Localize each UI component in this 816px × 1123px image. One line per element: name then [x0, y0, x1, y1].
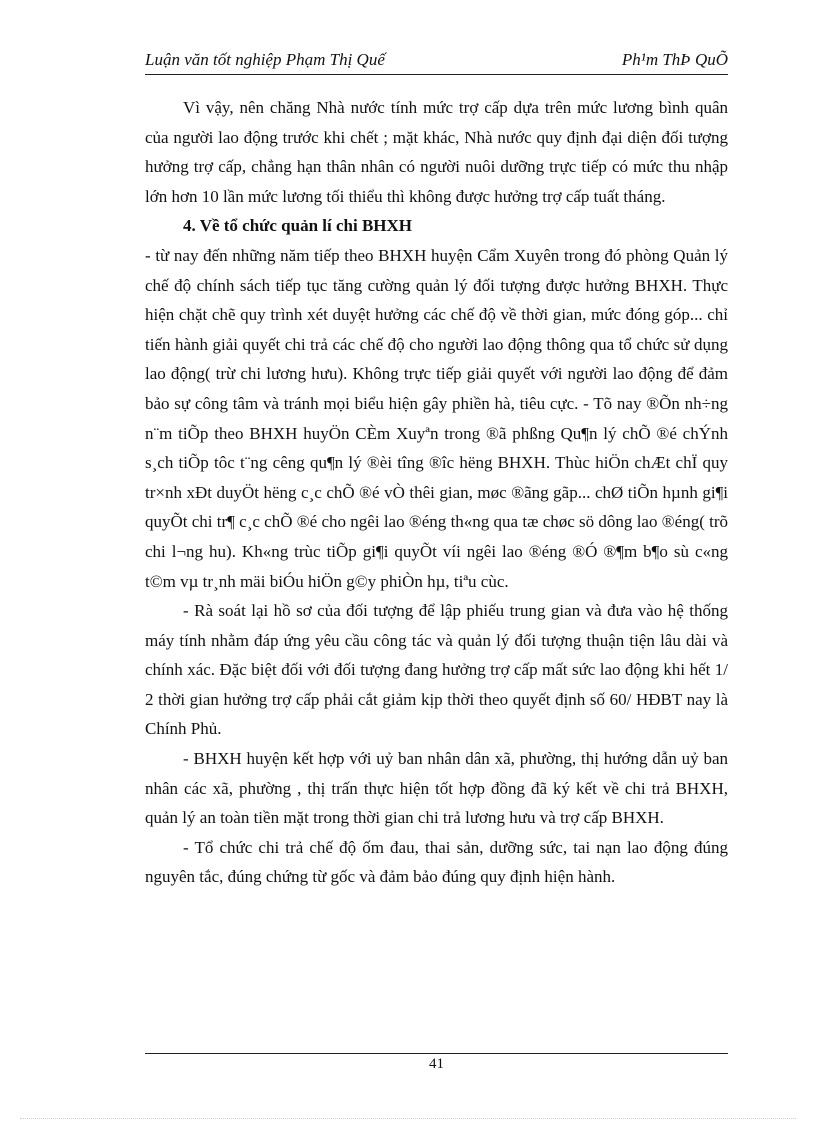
page-number: 41 [429, 1056, 444, 1072]
footer-rule [145, 1053, 728, 1054]
section-heading: 4. Về tổ chức quản lí chi BHXH [183, 216, 413, 236]
paragraph: - Tổ chức chi trả chế độ ốm đau, thai sản, dưỡng sức, tai nạn lao động đúng nguyên tắc, đúng chứng từ gốc và đảm bảo đúng quy định hiện hành. [145, 837, 728, 887]
header-author: Ph¹m ThÞ QuÕ [621, 50, 728, 69]
header-title: Luận văn tốt nghiệp Phạm Thị Quế [145, 50, 385, 69]
page-bottom-divider [20, 1118, 796, 1119]
paragraph: Vì vậy, nên chăng Nhà nước tính mức trợ cấp dựa trên mức lương bình quân của người lao động trước khi chết ; mặt khác, Nhà nước quy định đại diện đối tượng hưởng trợ cấp, chẳng hạn thân nhân có người nuôi dưỡng trực tiếp có mức thu nhập lớn hơn 10 lần mức lương tối thiểu thì không được hưởng trợ cấp tuất tháng. [145, 98, 728, 206]
document-body [145, 93, 728, 892]
paragraph: - Rà soát lại hồ sơ của đối tượng để lập phiếu trung gian và đưa vào hệ thống máy tính nhằm đáp ứng yêu cầu công tác và quản lý đối tượng thuận tiện lâu dài và chính xác. Đặc biệt đối với đối tượng đang hưởng trợ cấp mất sức lao động khi hết 1/ 2 thời gian hưởng trợ cấp phải cắt giảm kịp thời theo quyết định số 60/ HĐBT nay là Chính Phủ. [145, 601, 728, 739]
paragraph: - từ nay đến những năm tiếp theo BHXH huyện Cẩm Xuyên trong đó phòng Quản lý chế độ chính sách tiếp tục tăng cường quản lý đối tượng được hưởng BHXH. Thực hiện chặt chẽ quy trình xét duyệt hưởng các chế độ về thời gian, mức đóng góp... chỉ tiến hành giải quyết chi trả các chế độ cho người lao động thông qua tổ chức sử dụng lao động( trừ chi lương hưu). Không trực tiếp giải quyết với người lao động để đảm bảo sự công tâm và tránh mọi biểu hiện gây phiền hà, tiêu cực. - Tõ nay ®Õn nh÷ng n¨m tiÕp theo BHXH huyÖn CÈm Xuyªn trong ®ã phßng Qu¶n lý chÕ ®é chÝnh s¸ch tiÕp tôc t¨ng cêng qu¶n lý ®èi tîng ®îc hëng BHXH. Thùc hiÖn chÆt chÏ quy tr×nh xÐt duyÖt hëng c¸c chÕ ®é vÒ thêi gian, møc ®ãng gãp... chØ tiÕn hµnh gi¶i quyÕt chi tr¶ c¸c chÕ ®é cho ngêi lao ®éng th«ng qua tæ chøc sö dông lao ®éng( trõ chi l¬ng hu). Kh«ng trùc tiÕp gi¶i quyÕt víi ngêi lao ®éng ®Ó ®¶m b¶o sù c«ng t©m vµ tr¸nh mäi biÓu hiÖn g©y phiÒn hµ, tiªu cùc. [145, 245, 728, 591]
page-header [145, 50, 728, 75]
paragraph: - BHXH huyện kết hợp với uỷ ban nhân dân xã, phường, thị hướng dẫn uỷ ban nhân các xã, phường , thị trấn thực hiện tốt hợp đồng đã ký kết về chi trả BHXH, quản lý an toàn tiền mặt trong thời gian chi trả lương hưu và trợ cấp BHXH. [145, 749, 728, 828]
